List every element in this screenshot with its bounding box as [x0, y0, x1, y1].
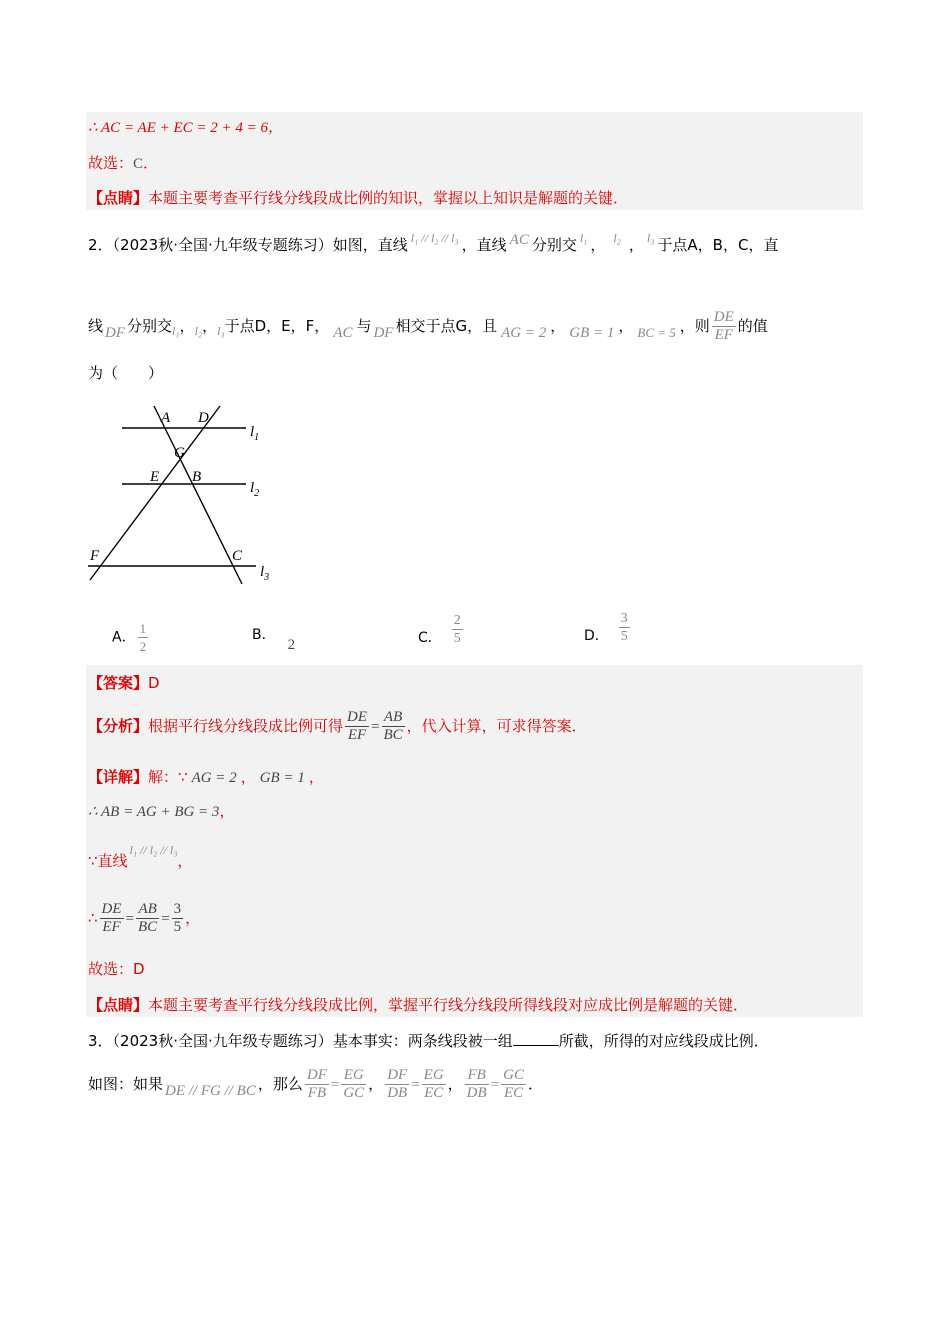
option-d-num: 3 — [620, 611, 628, 626]
option-b-value: 2 — [287, 637, 296, 653]
prev-step-formula: ∴ AC = AE + EC = 2 + 4 = 6， — [88, 120, 284, 136]
label-l2: $l_2$ — [250, 480, 260, 499]
q2-figure — [84, 404, 284, 590]
q2-line-df-b: DF — [373, 325, 394, 341]
q2-choose-line — [88, 958, 145, 980]
q2-l3-b: l₃ — [217, 324, 225, 338]
q3-stem-line-2: 如图：如果 DE // FG // BC ，那么 $\frac{DF}{FB}$ = $\frac{EG}{GC}$ ， $\frac{DF}{DB}$ = $\frac{EG}{EC}$ ， $\frac{FB}{DB}$ = $\frac{GC}{EC}$ ． — [88, 1067, 543, 1101]
option-a-num: 1 — [139, 621, 147, 636]
q3-r1-b-num: EG — [341, 1067, 366, 1085]
q2-dianjing-tag: 【点睛】 — [88, 996, 149, 1014]
q3-stem-b: 所截，所得的对应线段成比例． — [558, 1032, 769, 1050]
detail-line: 【详解】解：∵ AG = 2 ， GB = 1 ， — [88, 768, 324, 786]
step4-frac-2 — [136, 901, 159, 936]
q3-r3-a-den: DB — [466, 1085, 487, 1101]
q2-stem-3: 为（ ） — [88, 364, 164, 382]
option-c-den: 5 — [453, 631, 461, 646]
q2-l2: l₂ — [613, 231, 621, 245]
q2-l2-b: l₂ — [194, 324, 203, 338]
analysis-f2-num: AB — [382, 709, 405, 727]
answer-line — [88, 672, 160, 694]
label-e: E — [150, 469, 160, 485]
analysis-f2-den: BC — [383, 727, 403, 743]
q3-r2-a-den: DB — [387, 1085, 408, 1101]
q2-choose-value: D — [133, 960, 145, 978]
q2-source: （2023秋·全国·九年级专题练习） — [112, 236, 333, 254]
q2-l1-b: l₁ — [172, 324, 180, 338]
line-df — [90, 406, 220, 580]
option-b[interactable] — [252, 624, 296, 653]
option-c-letter: C． — [418, 629, 442, 646]
q2-stem-1b: ，直线 — [461, 236, 507, 254]
label-b: B — [192, 469, 202, 485]
option-a-fraction — [138, 620, 149, 655]
q3-r3-a — [465, 1067, 489, 1102]
label-l1: $l_1$ — [250, 424, 260, 443]
q2-stem-2f: ，则 — [679, 317, 710, 335]
q3-r3-b — [501, 1067, 526, 1102]
option-b-letter: B． — [252, 627, 276, 643]
q3-source: （2023秋·全国·九年级专题练习） — [112, 1032, 333, 1050]
q2-cond-ag: AG = 2 — [501, 325, 547, 341]
q2-stem-line-1: 2．（2023秋·全国·九年级专题练习）如图，直线 $^{l_1 // l_2 // l_3}$ ，直线 AC 分别交 $^{l_1}$ ， $^{l_2}$ ， $^{l_3}$ 于点A，B，C，直 — [88, 231, 779, 254]
q3-stem-a: 基本事实：两条线段被一组 — [332, 1032, 513, 1050]
prev-choose-end: ． — [143, 154, 159, 172]
q2-dianjing-text: 本题主要考查平行线分线段成比例，掌握平行线分线段所得线段对应成比例是解题的关键． — [148, 996, 749, 1014]
option-d-letter: D． — [584, 627, 609, 644]
q2-ratio-den: EF — [714, 327, 733, 343]
q3-r1-b — [341, 1067, 366, 1102]
step4-f3-den: 5 — [173, 919, 182, 935]
q2-stem-2b: 分别交 — [127, 317, 173, 335]
q2-line-df: DF — [105, 325, 126, 341]
analysis-f1-den: EF — [347, 727, 367, 743]
step3-text: ∵直线 — [88, 852, 128, 870]
q3-r1-a-num: DF — [306, 1067, 327, 1083]
step4-f3-num: 3 — [173, 901, 182, 917]
prev-choose-line — [88, 152, 158, 175]
q3-blank[interactable] — [513, 1045, 559, 1046]
q3-line2-a: 如图：如果 — [88, 1075, 164, 1093]
q3-r1-b-den: GC — [343, 1085, 365, 1101]
step3-parallel: l₁ // l₂ // l₃ — [129, 843, 178, 857]
q3-stem-line-1 — [88, 1030, 769, 1052]
q2-stem-2g: 的值 — [737, 317, 768, 335]
label-f: F — [90, 548, 100, 564]
prev-dianjing-line — [88, 187, 628, 209]
option-c-num: 2 — [453, 613, 461, 628]
line-ac — [154, 406, 242, 584]
step4-f2-den: BC — [138, 919, 158, 935]
option-c-fraction — [452, 612, 463, 647]
step2-line: ∴ AB = AG + BG = 3， — [88, 802, 235, 820]
q2-choose-label: 故选： — [88, 960, 134, 978]
step4-frac-1 — [100, 901, 124, 936]
option-d-fraction — [619, 610, 630, 645]
q2-number: 2． — [88, 236, 113, 254]
prev-choose-label: 故选： — [88, 154, 134, 172]
analysis-f1-num: DE — [347, 709, 368, 725]
q3-end: ． — [527, 1075, 543, 1093]
detail-ag: AG = 2 — [191, 770, 237, 786]
q2-ratio-num: DE — [713, 309, 734, 325]
step4-f1-den: EF — [102, 919, 121, 935]
q2-l3: l₃ — [646, 231, 655, 245]
prev-dianjing-tag: 【点睛】 — [88, 189, 149, 207]
q2-cond-gb: GB = 1 — [569, 325, 615, 341]
q3-r2-a-num: DF — [387, 1067, 408, 1083]
analysis-frac-de-ef — [345, 709, 369, 744]
q2-stem-line-2: 线 DF 分别交$_{l_1}$，$_{l_2}$，$_{l_3}$于点D，E，F， AC 与 DF 相交于点G，且 AG = 2 ， GB = 1 ， BC = 5 ，则 $\frac{DE}{EF}$ 的值 — [88, 309, 768, 343]
q3-r3-b-num: GC — [503, 1067, 524, 1083]
option-a-letter: A． — [112, 629, 136, 646]
q3-r2-b-num: EG — [423, 1067, 444, 1083]
q2-stem-1c: 分别交 — [531, 236, 577, 254]
q3-line2-b: ，那么 — [257, 1075, 303, 1093]
q3-r1-a-den: FB — [307, 1085, 327, 1101]
detail-text-a: 解：∵ — [148, 768, 188, 786]
q2-stem-1d: 于点A，B，C，直 — [657, 236, 779, 254]
option-a[interactable] — [112, 620, 150, 655]
q2-ratio-fraction — [712, 309, 736, 344]
prev-choose-value: C — [133, 156, 144, 172]
q3-r3-a-num: FB — [465, 1067, 489, 1085]
q3-r3-b-den: EC — [503, 1085, 524, 1101]
q2-stem-2a: 线 — [88, 317, 104, 335]
q2-stem-1a: 如图，直线 — [332, 236, 408, 254]
q2-dianjing-line — [88, 994, 748, 1016]
answer-value: D — [148, 674, 160, 692]
label-l3: $l_3$ — [260, 564, 270, 583]
detail-gb: GB = 1 — [259, 770, 305, 786]
q3-r2-b-den: EC — [424, 1085, 444, 1101]
option-d[interactable] — [584, 610, 632, 645]
option-a-den: 2 — [139, 639, 147, 654]
q2-line-ac: AC — [509, 232, 529, 248]
q3-r1-a — [305, 1067, 329, 1102]
prev-step-line — [88, 116, 283, 139]
q3-number: 3． — [88, 1032, 113, 1050]
answer-tag: 【答案】 — [88, 674, 149, 692]
q2-stem-2e: 相交于点G，且 — [395, 317, 498, 335]
analysis-tag: 【分析】 — [88, 717, 149, 735]
q3-r2-a — [385, 1067, 409, 1102]
prev-dianjing-text: 本题主要考查平行线分线段成比例的知识，掌握以上知识是解题的关键． — [148, 189, 629, 207]
step3-line: ∵直线$^{l_1 // l_2 // l_3}$， — [88, 843, 193, 870]
label-c: C — [232, 548, 243, 564]
q2-line-ac-b: AC — [333, 325, 353, 341]
step4-line: ∴ $\frac{DE}{EF}$ = $\frac{AB}{BC}$ = $\frac{3}{5}$ ， — [88, 901, 201, 935]
q2-stem-2d: 与 — [356, 317, 372, 335]
q3-condition: DE // FG // BC — [165, 1083, 256, 1099]
option-d-den: 5 — [620, 629, 628, 644]
step2-formula: ∴ AB = AG + BG = 3 — [88, 804, 220, 820]
q2-l1: l₁ — [579, 231, 588, 245]
option-c[interactable] — [418, 612, 465, 647]
analysis-text-b: ，代入计算，可求得答案． — [406, 717, 587, 735]
step4-f2-num: AB — [136, 901, 159, 919]
label-d: D — [198, 410, 209, 426]
step4-frac-3 — [172, 901, 184, 936]
label-a: A — [161, 410, 171, 426]
q2-parallel-lines: l₁ // l₂ // l₃ — [410, 231, 459, 245]
q2-stem-line-3 — [88, 362, 163, 384]
analysis-line: 【分析】根据平行线分线段成比例可得 $\frac{DE}{EF}$ = $\frac{AB}{BC}$ ，代入计算，可求得答案． — [88, 709, 587, 743]
analysis-frac-ab-bc — [382, 709, 405, 744]
label-g: G — [174, 445, 185, 461]
q2-stem-2c: 于点D，E，F， — [224, 317, 330, 335]
analysis-text-a: 根据平行线分线段成比例可得 — [148, 717, 344, 735]
step4-f1-num: DE — [101, 901, 122, 917]
q2-cond-bc: BC = 5 — [637, 325, 676, 340]
detail-tag: 【详解】 — [88, 768, 149, 786]
q3-r2-b — [422, 1067, 446, 1102]
